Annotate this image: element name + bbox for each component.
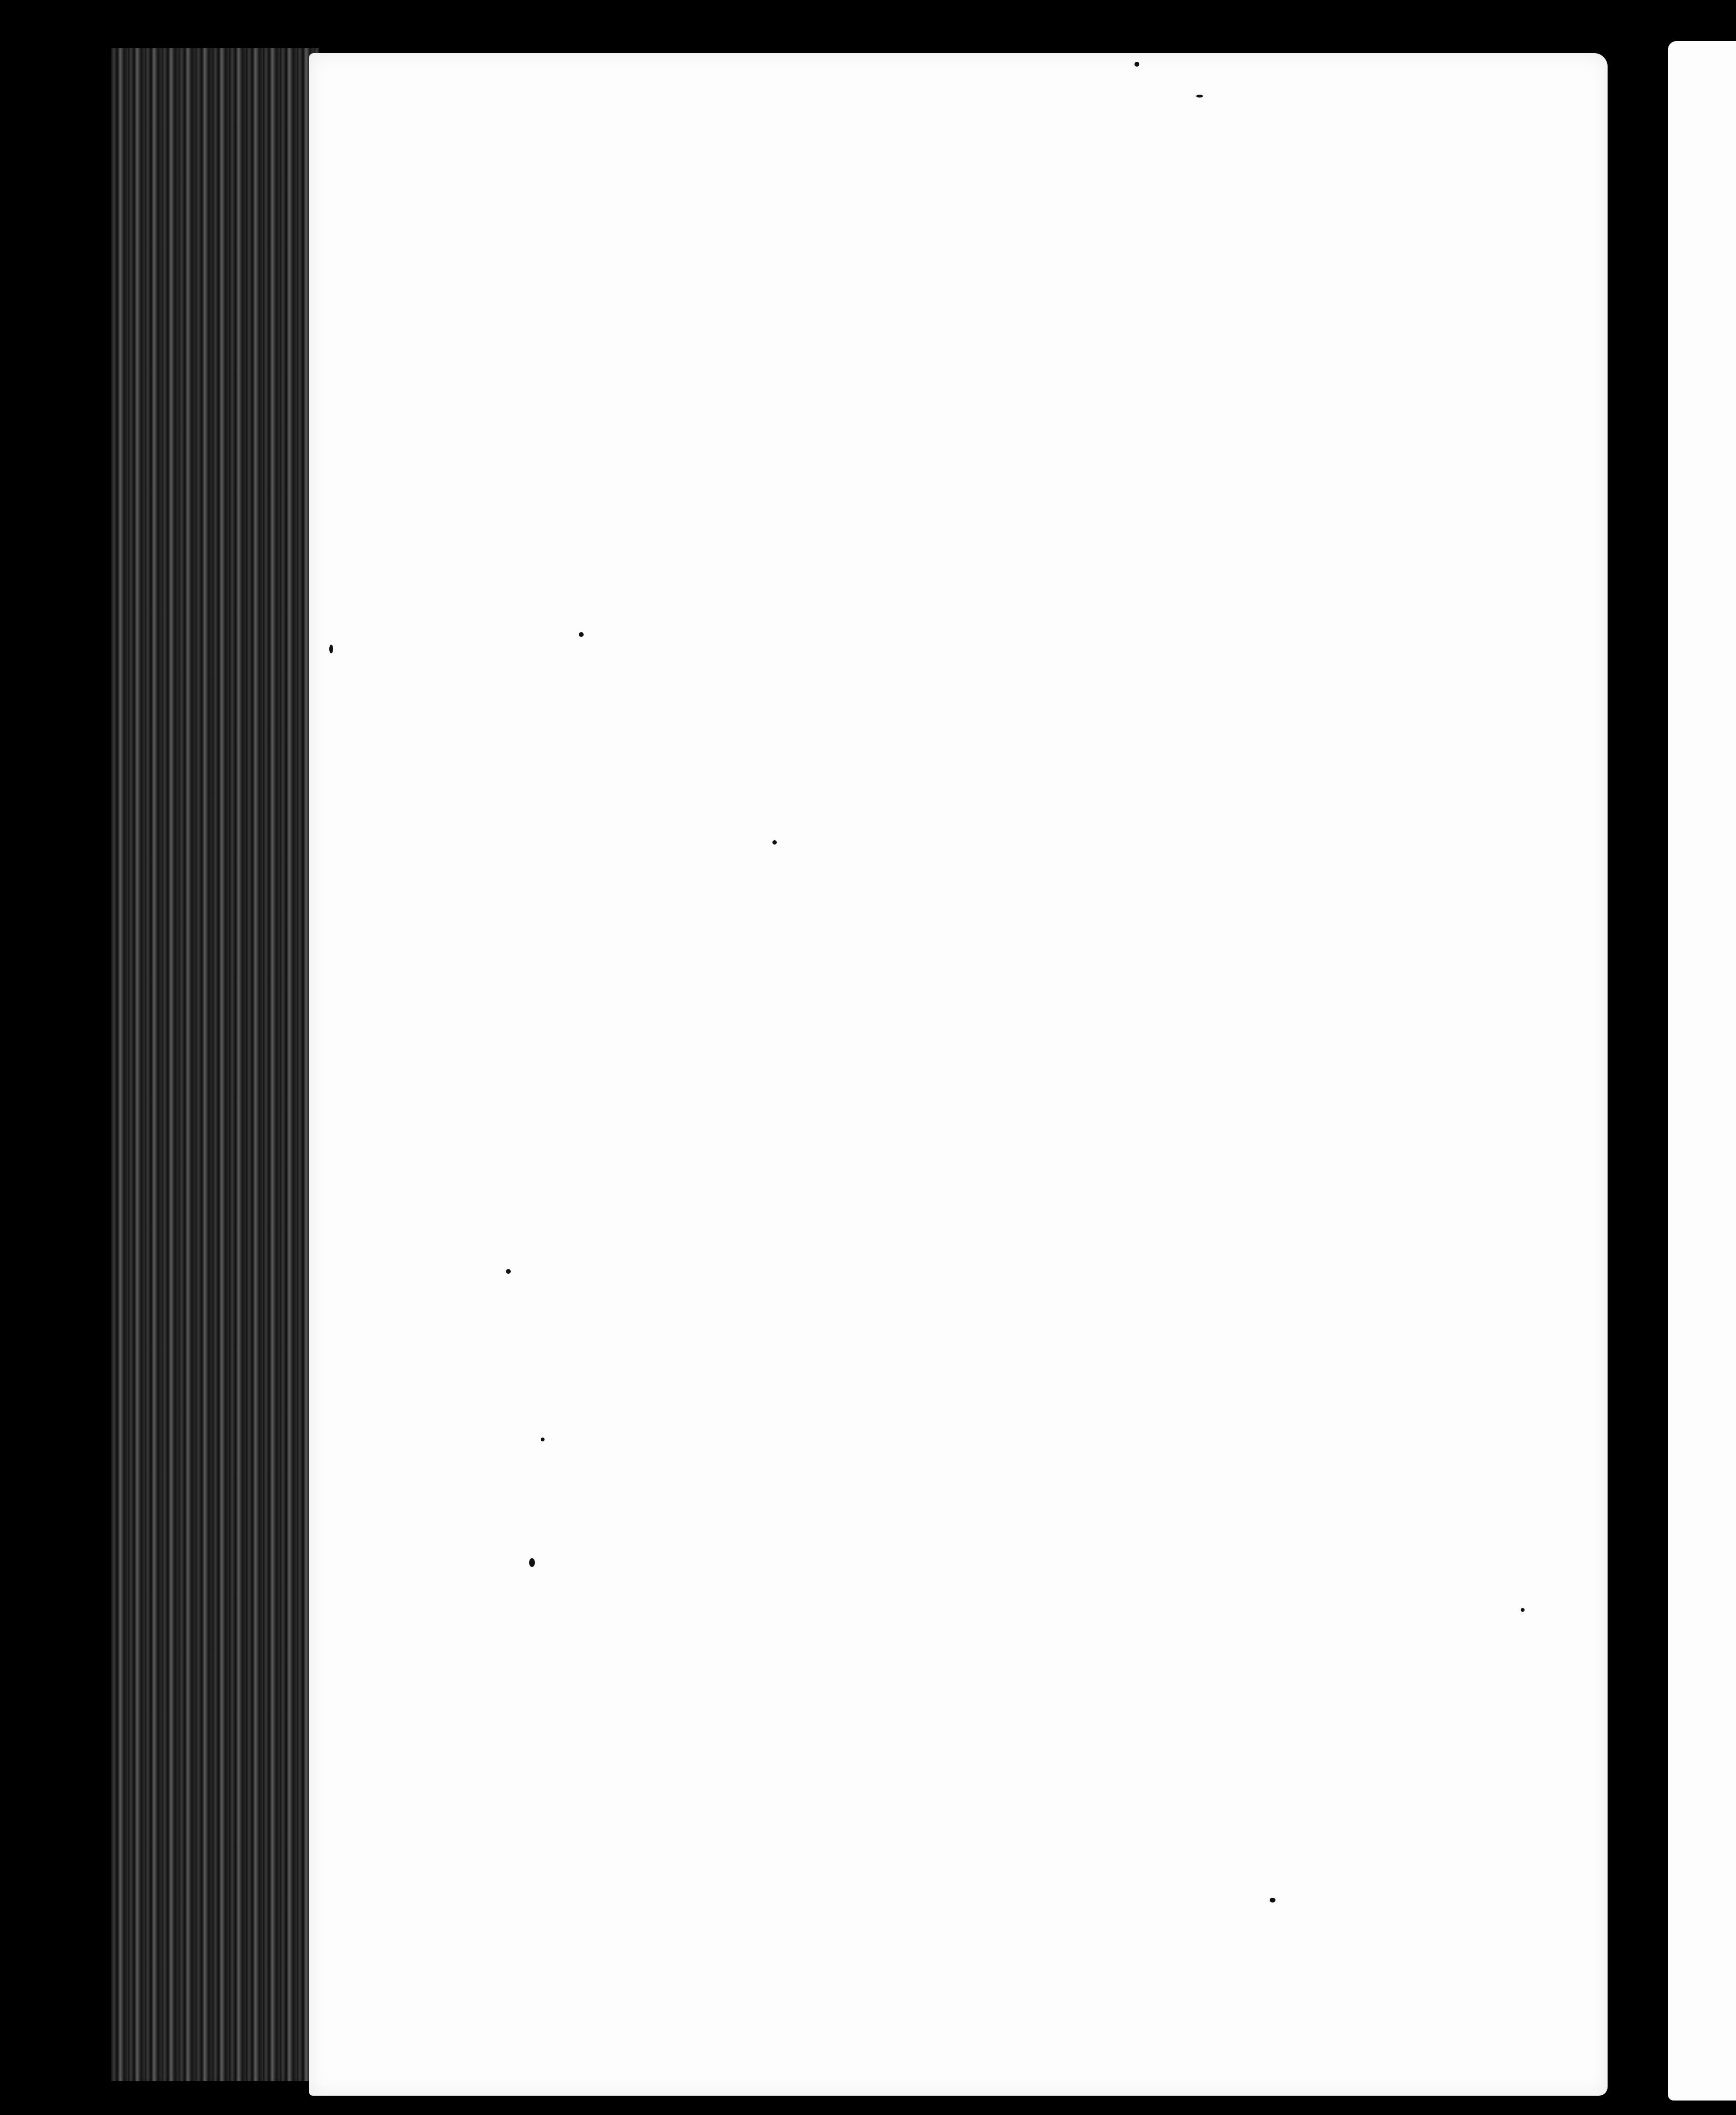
scan-speck [579, 632, 584, 637]
scan-speck [772, 840, 777, 845]
scan-speck [329, 645, 333, 653]
book-binding-edge [111, 48, 319, 2081]
scan-speck [506, 1269, 511, 1274]
scan-speck [1521, 1608, 1525, 1612]
scan-speck [541, 1438, 545, 1441]
scan-speck [1270, 1898, 1275, 1903]
scan-speck [1134, 62, 1139, 67]
adjacent-page-edge [1668, 41, 1736, 2101]
book-page [309, 53, 1608, 2096]
scan-speck [529, 1558, 535, 1567]
scan-speck [1196, 95, 1203, 98]
page-header [606, 145, 1576, 198]
